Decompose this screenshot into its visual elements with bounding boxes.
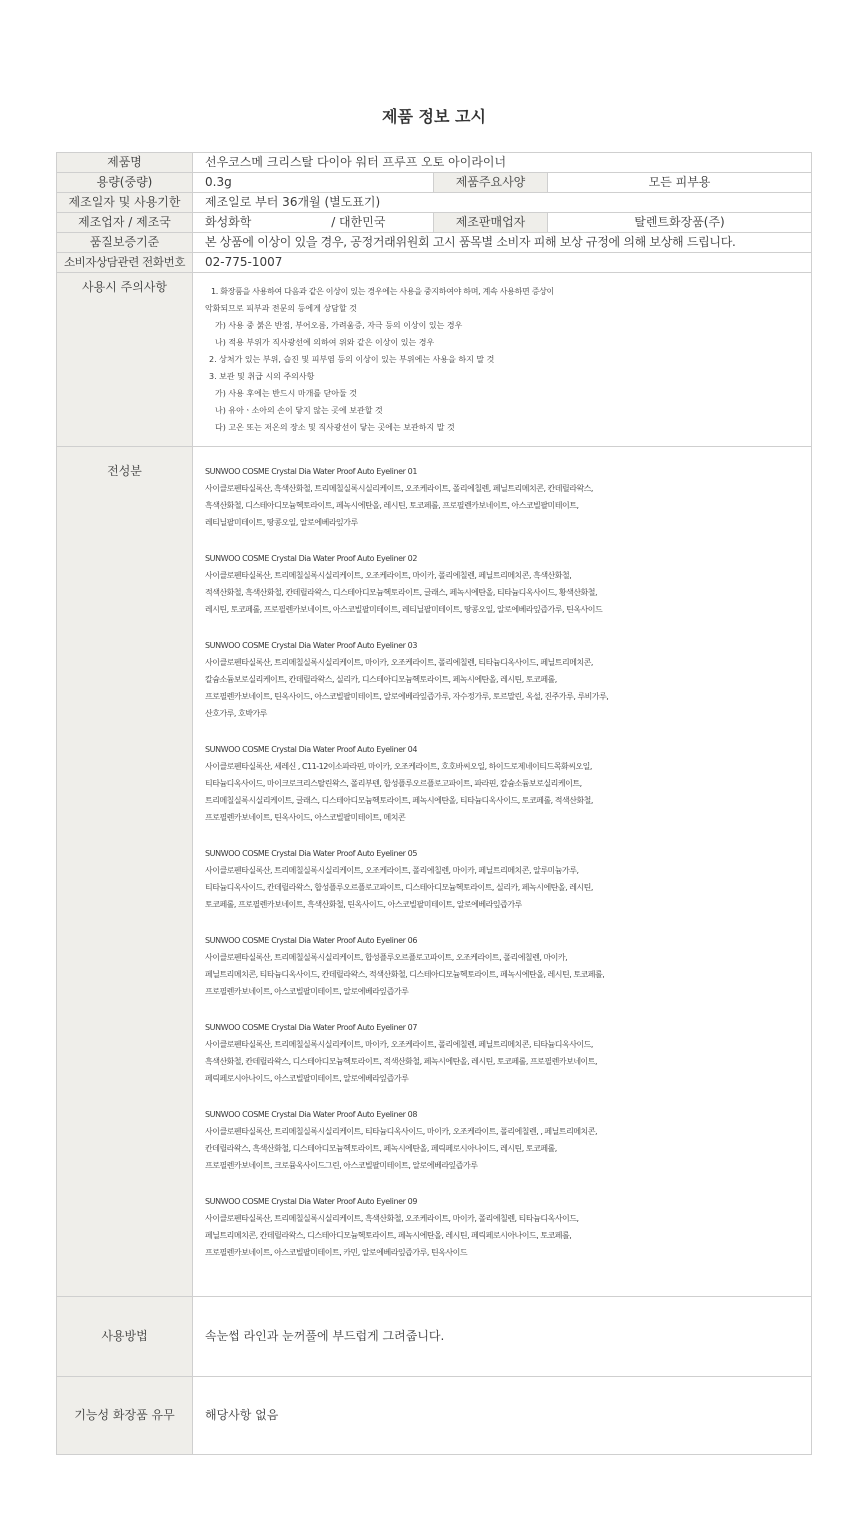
ingredient-line: 사이클로펜타실록산, 트리메칠실록시실리케이트, 합성플루오르플로고파이트, 오조케라이트, 폴리에칠렌, 마이카, [205,953,568,962]
ingredient-block [205,1106,799,1174]
value-quality: 본 상품에 이상이 있을 경우, 공정거래위원회 고시 품목별 소비자 피해 보상 규정에 의해 보상해 드립니다. [193,233,812,253]
caution-line: 가) 사용 후에는 반드시 마개를 닫아둘 것 [215,389,358,398]
ingredient-block [205,550,799,618]
value-seller: 탈렌트화장품(주) [548,213,812,233]
row-phone [57,253,812,273]
row-capacity [57,173,812,193]
value-manufacturer [193,213,434,233]
page-title: 제품 정보 고시 [382,107,486,126]
manufacturer-name: 화성화학 [205,215,252,229]
row-quality [57,233,812,253]
row-functional [57,1377,812,1455]
row-expiry [57,193,812,213]
label-product-name: 제품명 [57,153,193,173]
label-quality: 품질보증기준 [57,233,193,253]
ingredient-line: 페닐트리메치콘, 칸데릴라왁스, 디스테아디모늄헥토라이트, 페녹시에탄올, 레시틴, 페릭페로시아나이드, 토코페롤, [205,1231,572,1240]
ingredient-line: 페릭페로시아나이드, 아스코빌팔미테이트, 알로에베라잎즙가루 [205,1074,409,1083]
row-usage [57,1297,812,1377]
label-usage: 사용방법 [57,1297,193,1377]
ingredient-line: 프로필렌카보네이트, 틴옥사이드, 아스코빌팔미테이트, 알로에베라잎즙가루, 자수정가루, 토르말린, 옥설, 진주가루, 루비가루, [205,692,609,701]
caution-line: 나) 적용 부위가 직사광선에 의하여 위와 같은 이상이 있는 경우 [215,338,435,347]
ingredient-line: 프로필렌카보네이트, 아스코빌팔미테이트, 카민, 알로에베라잎즙가루, 틴옥사이드 [205,1248,468,1257]
product-info-table [56,152,812,1455]
row-ingredients [57,447,812,1297]
ingredient-line: 티타늄디옥사이드, 칸데릴라왁스, 합성플루오르플로고파이트, 디스테아디모늄헥토라이트, 실리카, 페녹시에탄올, 레시틴, [205,883,593,892]
value-usage: 속눈썹 라인과 눈꺼풀에 부드럽게 그려줍니다. [193,1297,812,1377]
ingredient-product-name: SUNWOO COSME Crystal Dia Water Proof Auto Eyeliner 05 [205,849,418,858]
ingredient-line: 적색산화철, 흑색산화철, 칸데릴라왁스, 디스테아디모늄헥토라이트, 글래스, 페녹시에탄올, 티타늄디옥사이드, 황색산화철, [205,588,598,597]
caution-line: 가) 사용 중 붉은 반점, 부어오름, 가려움증, 자극 등의 이상이 있는 경우 [215,321,463,330]
ingredient-product-name: SUNWOO COSME Crystal Dia Water Proof Auto Eyeliner 02 [205,554,418,563]
value-spec: 모든 피부용 [548,173,812,193]
ingredient-list [205,463,799,1261]
row-caution [57,273,812,447]
value-functional: 해당사항 없음 [193,1377,812,1455]
ingredient-line: 프로필렌카보네이트, 아스코빌팔미테이트, 알로에베라잎즙가루 [205,987,409,996]
label-manufacturer: 제조업자 / 제조국 [57,213,193,233]
ingredient-line: 토코페롤, 프로필렌카보네이트, 흑색산화철, 틴옥사이드, 아스코빌팔미테이트, 알로에베라잎즙가루 [205,900,522,909]
caution-line: 악화되므로 피부과 전문의 등에게 상담할 것 [205,304,357,313]
label-spec: 제품주요사양 [434,173,548,193]
ingredient-line: 사이클로펜타실록산, 트리메칠실록시실리케이트, 오조케라이트, 폴리에칠렌, 마이카, 페닐트리메치콘, 알루미늄가루, [205,866,579,875]
ingredient-product-name: SUNWOO COSME Crystal Dia Water Proof Auto Eyeliner 04 [205,745,418,754]
caution-line: 1. 화장품을 사용하여 다음과 같은 이상이 있는 경우에는 사용을 중지하여야 하며, 계속 사용하면 증상이 [211,287,554,296]
ingredient-block [205,637,799,722]
ingredient-line: 사이클로펜타실록산, 트리메칠실록시실리케이트, 마이카, 오조케라이트, 폴리에칠렌, 티타늄디옥사이드, 페닐트리메치콘, [205,658,593,667]
row-manufacturer [57,213,812,233]
row-product-name [57,153,812,173]
ingredient-product-name: SUNWOO COSME Crystal Dia Water Proof Auto Eyeliner 01 [205,467,418,476]
ingredient-line: 산호가루, 호박가루 [205,709,267,718]
ingredient-block [205,1193,799,1261]
ingredient-line: 사이클로펜타실록산, 트리메칠실록시실리케이트, 마이카, 오조케라이트, 폴리에칠렌, 페닐트리메치콘, 티타늄디옥사이드, [205,1040,593,1049]
label-functional: 기능성 화장품 유무 [57,1377,193,1455]
ingredient-product-name: SUNWOO COSME Crystal Dia Water Proof Auto Eyeliner 07 [205,1023,418,1032]
ingredient-block [205,845,799,913]
ingredient-line: 페닐트리메치콘, 티타늄디옥사이드, 칸데릴라왁스, 적색산화철, 디스테아디모늄헥토라이트, 페녹시에탄올, 레시틴, 토코페롤, [205,970,605,979]
ingredient-line: 사이클로펜타실록산, 흑색산화철, 트리메칠실록시실리케이트, 오조케라이트, 폴리에칠렌, 페닐트리메치콘, 칸데릴라왁스, [205,484,593,493]
ingredient-line: 레티닐팔미테이트, 땅콩오일, 알로에베라잎가루 [205,518,358,527]
value-caution [193,273,812,447]
label-ingredients: 전성분 [57,447,193,1297]
ingredient-line: 사이클로펜타실록산, 트리메칠실록시실리케이트, 티타늄디옥사이드, 마이카, 오조케라이트, 폴리에칠렌, , 페닐트리메치콘, [205,1127,598,1136]
caution-line: 2. 상처가 있는 부위, 습진 및 피부염 등의 이상이 있는 부위에는 사용을 하지 말 것 [209,355,495,364]
manufacturer-country: / 대한민국 [331,215,386,229]
value-ingredients [193,447,812,1297]
ingredient-product-name: SUNWOO COSME Crystal Dia Water Proof Auto Eyeliner 06 [205,936,418,945]
value-phone: 02-775-1007 [193,253,812,273]
value-expiry: 제조일로 부터 36개월 (별도표기) [193,193,812,213]
ingredient-block [205,741,799,826]
label-expiry: 제조일자 및 사용기한 [57,193,193,213]
ingredient-line: 칼슘소듐보로실리케이트, 칸데릴라왁스, 실리카, 디스테아디모늄헥토라이트, 페녹시에탄올, 레시틴, 토코페롤, [205,675,557,684]
label-phone: 소비자상담관련 전화번호 [57,253,193,273]
ingredient-line: 흑색산화철, 디스테아디모늄헥토라이트, 페녹시에탄올, 레시틴, 토코페롤, 프로필렌카보네이트, 아스코빌팔미테이트, [205,501,579,510]
ingredient-line: 사이클로펜타실록산, 트리메칠실록시실리케이트, 흑색산화철, 오조케라이트, 마이카, 폴리에칠렌, 티타늄디옥사이드, [205,1214,579,1223]
ingredient-line: 흑색산화철, 칸데릴라왁스, 디스테아디모늄헥토라이트, 적색산화철, 페녹시에탄올, 레시틴, 토코페롤, 프로필렌카보네이트, [205,1057,598,1066]
ingredient-product-name: SUNWOO COSME Crystal Dia Water Proof Auto Eyeliner 09 [205,1197,418,1206]
ingredient-line: 레시틴, 토코페롤, 프로필렌카보네이트, 아스코빌팔미테이트, 레티닐팔미테이트, 땅콩오일, 알로에베라잎즙가루, 틴옥사이드 [205,605,603,614]
ingredient-product-name: SUNWOO COSME Crystal Dia Water Proof Auto Eyeliner 03 [205,641,418,650]
ingredient-line: 티타늄디옥사이드, 마이크로크리스탈린왁스, 폴리부텐, 합성플루오르플로고파이트, 파라핀, 칼슘소듐보로실리케이트, [205,779,582,788]
ingredient-block [205,932,799,1000]
ingredient-line: 트리메칠실록시실리케이트, 글래스, 디스테아디모늄헥토라이트, 페녹시에탄올, 티타늄디옥사이드, 토코페롤, 적색산화철, [205,796,593,805]
caution-line: 나) 유아ㆍ소아의 손이 닿지 않는 곳에 보관할 것 [215,406,383,415]
label-caution: 사용시 주의사항 [57,273,193,447]
ingredient-product-name: SUNWOO COSME Crystal Dia Water Proof Auto Eyeliner 08 [205,1110,418,1119]
value-capacity: 0.3g [193,173,434,193]
label-capacity: 용량(중량) [57,173,193,193]
caution-line: 다) 고온 또는 저온의 장소 및 직사광선이 닿는 곳에는 보관하지 말 것 [215,423,455,432]
ingredient-line: 프로필렌카보네이트, 틴옥사이드, 아스코빌팔미테이트, 메치콘 [205,813,406,822]
ingredient-block [205,1019,799,1087]
ingredient-line: 사이클로펜타실록산, 세레신 , C11-12이소파라핀, 마이카, 오조케라이트, 호호바씨오일, 하이드로제네이티드목화씨오일, [205,762,592,771]
ingredient-block [205,463,799,531]
caution-line: 3. 보관 및 취급 시의 주의사항 [209,372,315,381]
label-seller: 제조판매업자 [434,213,548,233]
value-product-name: 선우코스메 크리스탈 다이아 워터 프루프 오토 아이라이너 [193,153,812,173]
ingredient-line: 사이클로펜타실록산, 트리메칠실록시실리케이트, 오조케라이트, 마이카, 폴리에칠렌, 페닐트리메치콘, 흑색산화철, [205,571,572,580]
ingredient-line: 칸데릴라왁스, 흑색산화철, 디스테아디모늄헥토라이트, 페녹시에탄올, 페릭페로시아나이드, 레시틴, 토코페롤, [205,1144,557,1153]
ingredient-line: 프로필렌카보네이트, 크로뮴옥사이드그린, 아스코빌팔미테이트, 알로에베라잎즙가루 [205,1161,478,1170]
